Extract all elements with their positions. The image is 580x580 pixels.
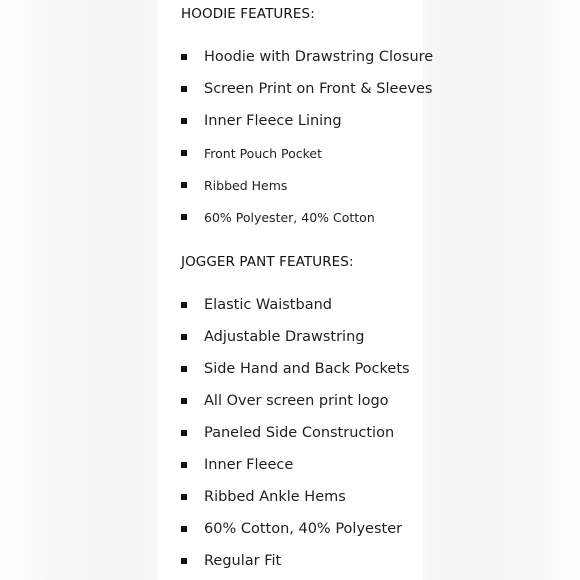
list-item-label: Ribbed Ankle Hems — [204, 489, 346, 505]
list-item — [181, 111, 342, 131]
list-item — [181, 327, 364, 347]
square-bullet-icon — [181, 494, 187, 500]
list-item-label: Screen Print on Front & Sleeves — [204, 81, 433, 97]
list-item-label: Ribbed Hems — [204, 177, 288, 193]
square-bullet-icon — [181, 150, 187, 156]
list-item — [181, 423, 394, 443]
square-bullet-icon — [181, 214, 187, 220]
square-bullet-icon — [181, 558, 187, 564]
list-item-label: Inner Fleece Lining — [204, 113, 342, 129]
list-item — [181, 391, 389, 411]
list-item-label: Regular Fit — [204, 553, 282, 569]
list-item — [181, 79, 432, 99]
list-item — [181, 207, 375, 227]
list-item — [181, 551, 281, 571]
list-item — [181, 487, 346, 507]
list-item-label: Paneled Side Construction — [204, 425, 395, 441]
list-item — [181, 295, 332, 315]
list-item-label: All Over screen print logo — [204, 393, 389, 409]
square-bullet-icon — [181, 366, 187, 372]
square-bullet-icon — [181, 302, 187, 308]
list-item-label: Elastic Waistband — [204, 297, 332, 313]
list-item-label: Inner Fleece — [204, 457, 294, 473]
hoodie-features-heading: HOODIE FEATURES: — [181, 6, 315, 22]
list-item-label: Hoodie with Drawstring Closure — [204, 49, 434, 65]
list-item-label: Side Hand and Back Pockets — [204, 361, 410, 377]
square-bullet-icon — [181, 526, 187, 532]
list-item — [181, 455, 293, 475]
square-bullet-icon — [181, 86, 187, 92]
list-item — [181, 175, 287, 195]
list-item — [181, 359, 410, 379]
square-bullet-icon — [181, 462, 187, 468]
jogger-features-heading: JOGGER PANT FEATURES: — [181, 254, 354, 270]
square-bullet-icon — [181, 398, 187, 404]
square-bullet-icon — [181, 430, 187, 436]
list-item — [181, 143, 322, 163]
square-bullet-icon — [181, 182, 187, 188]
list-item — [181, 47, 433, 67]
list-item-label: 60% Polyester, 40% Cotton — [204, 209, 375, 225]
list-item-label: Front Pouch Pocket — [204, 145, 323, 161]
list-item-label: Adjustable Drawstring — [204, 329, 365, 345]
square-bullet-icon — [181, 118, 187, 124]
square-bullet-icon — [181, 334, 187, 340]
square-bullet-icon — [181, 54, 187, 60]
list-item-label: 60% Cotton, 40% Polyester — [204, 521, 403, 537]
list-item — [181, 519, 402, 539]
